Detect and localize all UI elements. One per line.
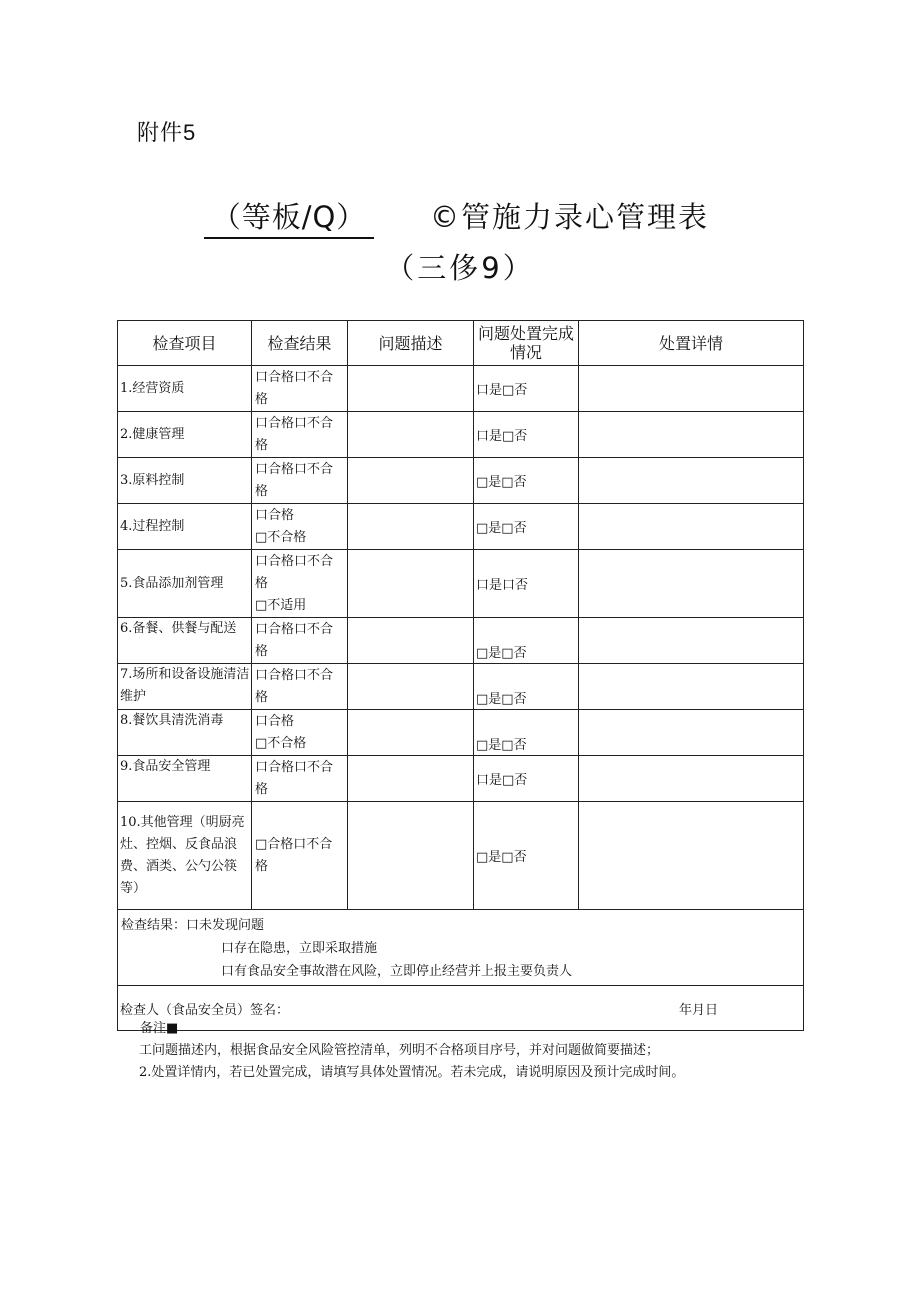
completion-cell[interactable]: 口是□否 <box>474 366 579 412</box>
description-cell[interactable] <box>348 756 474 802</box>
title-subtitle: （三侈9） <box>385 251 535 285</box>
details-cell[interactable] <box>579 802 804 910</box>
completion-cell[interactable]: □是□否 <box>474 802 579 910</box>
result-line: 口合格口不合 <box>255 462 334 477</box>
title-left: （等板/Q） <box>204 195 374 239</box>
item-cell: 5.食品添加剂管理 <box>118 550 252 618</box>
completion-cell[interactable]: □是□否 <box>474 664 579 710</box>
result-line: 口合格口不合 <box>255 554 334 569</box>
description-cell[interactable] <box>348 618 474 664</box>
description-cell[interactable] <box>348 802 474 910</box>
completion-cell[interactable]: □是□否 <box>474 710 579 756</box>
completion-cell[interactable]: □是□否 <box>474 504 579 550</box>
result-cell[interactable] <box>252 618 348 664</box>
item-cell: 4.过程控制 <box>118 504 252 550</box>
title-right: ©管施力录心管理表 <box>430 200 710 234</box>
table-row <box>118 618 804 664</box>
completion-cell[interactable]: 口是□否 <box>474 412 579 458</box>
item-cell: 10.其他管理（明厨亮灶、控烟、反食品浪费、酒类、公勺公筷等） <box>118 802 252 910</box>
details-cell[interactable] <box>579 366 804 412</box>
details-cell[interactable] <box>579 412 804 458</box>
result-line: 格 <box>255 859 269 874</box>
item-cell: 2.健康管理 <box>118 412 252 458</box>
summary-label[interactable]: 检查结果：口未发现问题 <box>121 918 265 933</box>
table-row <box>118 504 804 550</box>
details-cell[interactable] <box>579 756 804 802</box>
details-cell[interactable] <box>579 458 804 504</box>
details-cell[interactable] <box>579 504 804 550</box>
header-result: 检查结果 <box>252 321 348 366</box>
table-row <box>118 802 804 910</box>
result-cell[interactable] <box>252 756 348 802</box>
item-cell: 7.场所和设备设施清洁维护 <box>118 664 252 710</box>
details-cell[interactable] <box>579 550 804 618</box>
item-cell: 3.原料控制 <box>118 458 252 504</box>
result-line: 口合格 <box>255 508 295 523</box>
summary-option-hazard[interactable]: 口存在隐患，立即采取措施 <box>221 941 378 956</box>
result-line: □不合格 <box>255 736 307 751</box>
signer-label: 检查人（食品安全员）签名： <box>120 1002 290 1018</box>
table-header-row <box>118 321 804 366</box>
summary-option-risk[interactable]: 口有食品安全事故潜在风险，立即停止经营并上报主要负责人 <box>221 964 573 979</box>
details-cell[interactable] <box>579 664 804 710</box>
description-cell[interactable] <box>348 664 474 710</box>
item-cell: 8.餐饮具清洗消毒 <box>118 710 252 756</box>
description-cell[interactable] <box>348 366 474 412</box>
result-line: 格 <box>255 484 269 499</box>
description-cell[interactable] <box>348 550 474 618</box>
result-line: 格 <box>255 576 269 591</box>
result-cell[interactable] <box>252 664 348 710</box>
completion-cell[interactable]: □是□否 <box>474 458 579 504</box>
details-cell[interactable] <box>579 710 804 756</box>
result-line: □不适用 <box>255 598 307 613</box>
document-title <box>0 195 920 241</box>
result-line: 口合格 <box>255 714 295 729</box>
result-line: 格 <box>255 392 269 407</box>
table-row <box>118 412 804 458</box>
notes-heading: 备注■ <box>140 1021 179 1036</box>
result-cell[interactable] <box>252 504 348 550</box>
table-row <box>118 664 804 710</box>
table-row <box>118 756 804 802</box>
description-cell[interactable] <box>348 458 474 504</box>
result-line: 口合格口不合 <box>255 416 334 431</box>
result-line: 格 <box>255 782 269 797</box>
notes-line-1: 工问题描述内，根据食品安全风险管控清单，列明不合格项目序号，并对问题做简要描述； <box>139 1043 660 1058</box>
result-line: □不合格 <box>255 530 307 545</box>
date-field[interactable]: 年月日 <box>678 1002 718 1018</box>
result-cell[interactable] <box>252 710 348 756</box>
result-cell[interactable] <box>252 458 348 504</box>
completion-cell[interactable]: □是□否 <box>474 618 579 664</box>
result-cell[interactable] <box>252 550 348 618</box>
table-row <box>118 550 804 618</box>
result-line: 格 <box>255 438 269 453</box>
notes-line-2: 2.处置详情内，若已处置完成，请填写具体处置情况。若未完成，请说明原因及预计完成时间。 <box>139 1065 685 1080</box>
completion-cell[interactable]: 口是□否 <box>474 756 579 802</box>
result-cell[interactable] <box>252 412 348 458</box>
details-cell[interactable] <box>579 618 804 664</box>
header-details: 处置详情 <box>579 321 804 366</box>
item-cell: 6.备餐、供餐与配送 <box>118 618 252 664</box>
header-description: 问题描述 <box>348 321 474 366</box>
header-completion: 问题处置完成情况 <box>474 321 579 366</box>
table-row <box>118 710 804 756</box>
description-cell[interactable] <box>348 412 474 458</box>
summary-cell <box>118 910 804 986</box>
table-row <box>118 458 804 504</box>
summary-row <box>118 910 804 986</box>
table-row <box>118 366 804 412</box>
result-line: 口合格口不合 <box>255 668 334 683</box>
attachment-label: 附件5 <box>137 120 197 145</box>
result-line: 口合格口不合 <box>255 370 334 385</box>
completion-cell[interactable]: 口是口否 <box>474 550 579 618</box>
description-cell[interactable] <box>348 504 474 550</box>
notes <box>140 1018 820 1084</box>
item-cell: 9.食品安全管理 <box>118 756 252 802</box>
description-cell[interactable] <box>348 710 474 756</box>
result-line: 格 <box>255 690 269 705</box>
item-cell: 1.经营资质 <box>118 366 252 412</box>
result-line: □合格口不合 <box>255 837 333 852</box>
result-cell[interactable] <box>252 366 348 412</box>
inspection-table <box>117 320 804 1031</box>
result-line: 口合格口不合 <box>255 622 334 637</box>
result-line: 格 <box>255 644 269 659</box>
result-cell[interactable] <box>252 802 348 910</box>
result-line: 口合格口不合 <box>255 760 334 775</box>
header-item: 检查项目 <box>118 321 252 366</box>
